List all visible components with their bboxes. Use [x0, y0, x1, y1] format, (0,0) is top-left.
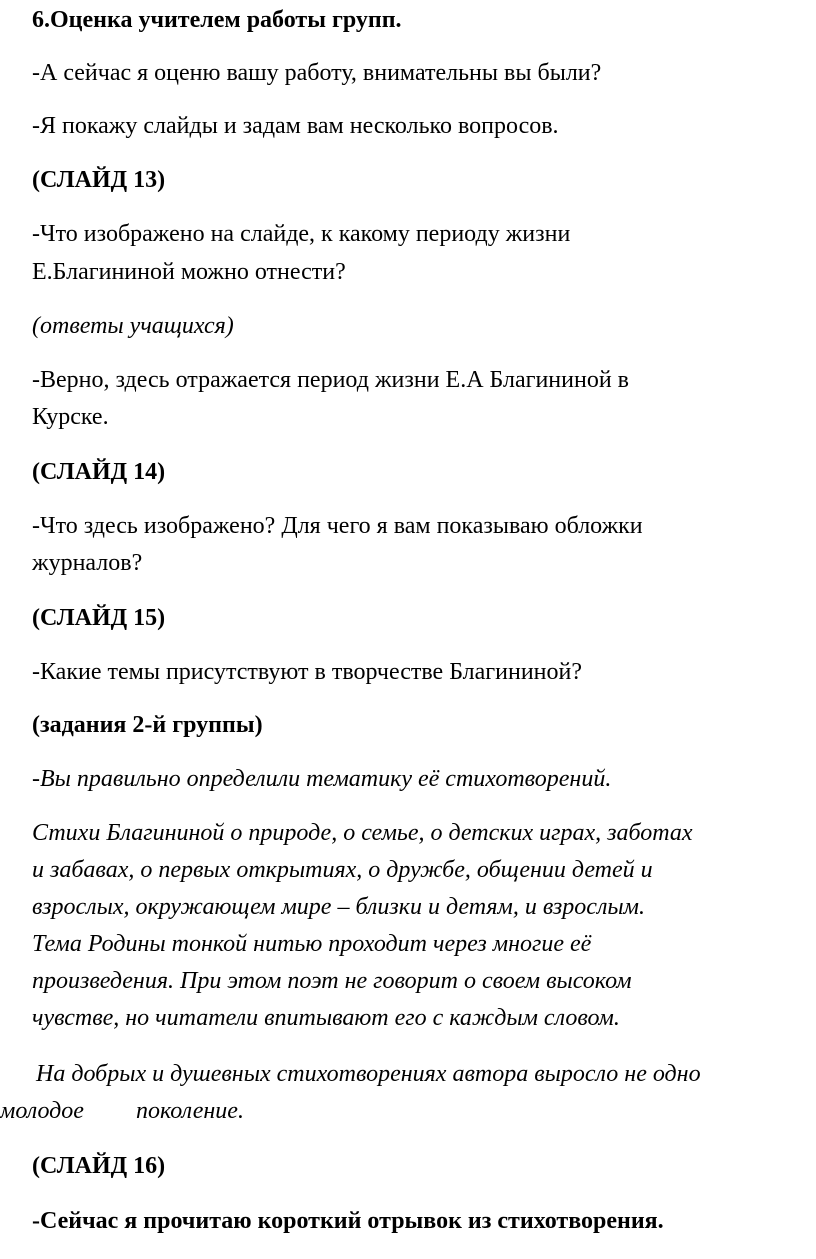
question-period-line-2: Е.Благининой можно отнести? — [32, 259, 346, 285]
question-covers-line-1: -Что здесь изображено? Для чего я вам показываю обложки — [32, 513, 643, 539]
section-heading: 6.Оценка учителем работы групп. — [32, 7, 402, 33]
question-themes: -Какие темы присутствуют в творчестве Благининой? — [32, 659, 583, 685]
generation-line-1: На добрых и душевных стихотворениях автора выросло не одно — [36, 1061, 701, 1087]
themes-paragraph-line-4: Тема Родины тонкой нитью проходит через многие её — [32, 931, 592, 957]
answer-kursk-line-1: -Верно, здесь отражается период жизни Е.А Благининой в — [32, 367, 630, 393]
teacher-feedback: -Вы правильно определили тематику её стихотворений. — [32, 766, 612, 792]
generation-word-generation: поколение. — [135, 1098, 244, 1124]
slide-16-label: (СЛАЙД 16) — [32, 1153, 166, 1179]
students-answers-note: (ответы учащихся) — [32, 313, 234, 339]
themes-paragraph-line-2: и забавах, о первых открытиях, о дружбе, общении детей и — [32, 857, 653, 883]
question-period-line-1: -Что изображено на слайде, к какому периоду жизни — [32, 221, 571, 247]
slide-13-label: (СЛАЙД 13) — [32, 167, 166, 193]
paragraph-slides-questions: -Я покажу слайды и задам вам несколько вопросов. — [32, 113, 559, 139]
paragraph-teacher-assessment: -А сейчас я оценю вашу работу, внимательны вы были? — [32, 60, 602, 86]
slide-14-label: (СЛАЙД 14) — [32, 459, 166, 485]
slide-15-label: (СЛАЙД 15) — [32, 605, 166, 631]
final-reading-line: -Сейчас я прочитаю короткий отрывок из стихотворения. — [32, 1208, 664, 1234]
themes-paragraph-line-3: взрослых, окружающем мире – близки и детям, и взрослым. — [32, 894, 645, 920]
question-covers-line-2: журналов? — [32, 550, 143, 576]
group-2-task-label: (задания 2-й группы) — [32, 712, 263, 738]
themes-paragraph-line-5: произведения. При этом поэт не говорит о своем высоком — [32, 968, 632, 994]
themes-paragraph-line-6: чувстве, но читатели впитывают его с каждым словом. — [32, 1005, 620, 1031]
generation-line-2 — [0, 1093, 244, 1129]
themes-paragraph-line-1: Стихи Благининой о природе, о семье, о детских играх, заботах — [32, 820, 693, 846]
generation-word-young: молодое — [0, 1098, 84, 1124]
answer-kursk-line-2: Курске. — [32, 404, 109, 430]
